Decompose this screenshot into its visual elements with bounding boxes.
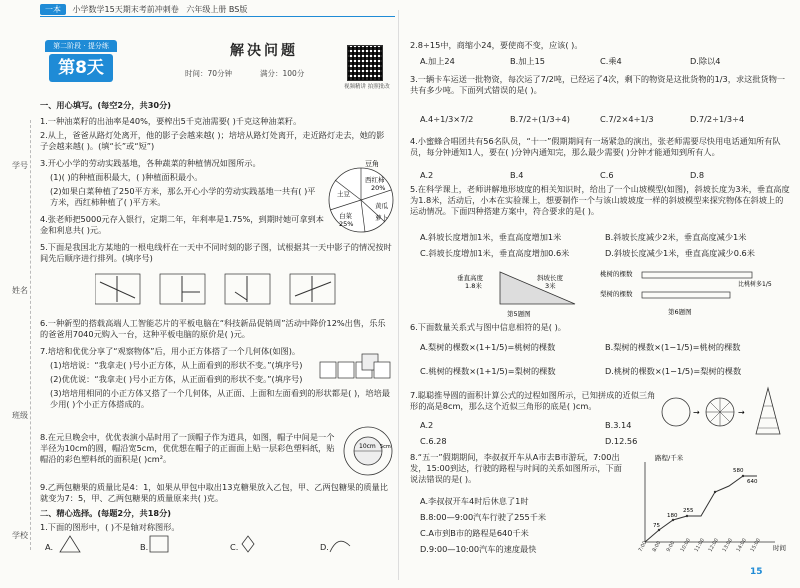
- rq2-opt-b[interactable]: B.加上15: [510, 56, 546, 66]
- shape-d: [330, 541, 350, 552]
- hat-figure: [342, 425, 394, 477]
- chart-ylabel: 路程/千米: [655, 454, 684, 462]
- q7-part2: (2)优优说：“我拿走( )号小正方体，从正面看到的形状不变。”(填序号): [50, 374, 303, 384]
- q7-part1: (1)培培说：“我拿走( )号小正方体，从上面看到的形状不变。”(填序号): [50, 360, 303, 370]
- slope-figure: [455, 266, 595, 318]
- rq2-opt-d[interactable]: D.除以4: [690, 56, 721, 66]
- section-choice-title: 二、精心选择。(每题2分，共18分): [40, 508, 172, 518]
- pie-value-cabbage: 25%: [339, 220, 354, 228]
- margin-label-name: 姓名: [12, 286, 28, 295]
- qr-code[interactable]: [347, 45, 383, 81]
- q7-fill: 7.培培和优优分享了“观察物体”后，用小正方体搭了一个几何体(如图)。: [40, 346, 301, 356]
- xtick-1500: 15:00: [749, 537, 762, 553]
- xtick-700: 7:00: [637, 540, 649, 553]
- rq3-opt-d[interactable]: D.7/2÷1/3÷4: [690, 114, 745, 124]
- shadow-box-3: [225, 274, 270, 304]
- series-title: 小学数学15天期末考前冲刺卷: [72, 5, 179, 14]
- choice-q1-opt-b[interactable]: B.: [140, 542, 149, 552]
- rq4-opt-a[interactable]: A.2: [420, 170, 434, 180]
- shadow-box-4: [290, 274, 335, 304]
- pie-label-potato: 土豆: [337, 190, 350, 198]
- fig6-note: 比桃树多1/5: [738, 281, 772, 288]
- distance-time-chart: [625, 452, 795, 562]
- rq6-opt-d[interactable]: D.桃树的棵数×(1−1/5)=梨树的棵数: [605, 366, 742, 376]
- rq4-opt-d[interactable]: D.8: [690, 170, 705, 180]
- brand-tag: 一本: [40, 4, 66, 15]
- slope-height-label: 垂直高度: [457, 274, 483, 282]
- xtick-900: 9:00: [665, 540, 677, 553]
- route-points: [658, 475, 744, 531]
- q6-fill: 6.一种新型的搭载高端人工智能芯片的平板电脑在“科技新品促销周”活动中降价12%出售，乐乐的爸爸用7040元购入一台，这种平板电脑的原价是( )元。: [40, 318, 386, 339]
- pie-label-cabbage: 白菜: [339, 212, 352, 220]
- rq8-opt-a[interactable]: A.李叔叔开车4时后休息了1时: [420, 496, 529, 506]
- q3-fill: 3.开心小学的劳动实践基地，各种蔬菜的种植情况如图所示。: [40, 158, 261, 168]
- choice-q1: 1.下面的图形中，( )不是轴对称图形。: [40, 522, 180, 532]
- peach-label: 桃树的棵数: [600, 270, 633, 278]
- fig5-caption: 第5题图: [507, 310, 531, 318]
- hat-brim-label: 5cm: [380, 444, 391, 450]
- pie-label-beans: 豆角: [365, 160, 379, 168]
- q4-fill: 4.张老师把5000元存入银行，定期二年，年利率是1.75%，到期时她可拿到本金和利息共( )元。: [40, 214, 324, 235]
- rq7-opt-d[interactable]: D.12.56: [605, 436, 638, 446]
- rq6-opt-b[interactable]: B.梨树的棵数×(1−1/5)=桃树的棵数: [605, 342, 741, 352]
- choice-q1-opt-d[interactable]: D.: [320, 542, 329, 552]
- hat-radius-label: 10cm: [359, 443, 376, 450]
- circle-area-figure: [660, 386, 790, 438]
- time-limit: 时间：70分钟: [185, 69, 233, 78]
- rq2-opt-a[interactable]: A.加上24: [420, 56, 455, 66]
- point-180: 180: [667, 513, 678, 519]
- page-number: 15: [750, 567, 763, 577]
- rq6-opt-a[interactable]: A.梨树的棵数×(1+1/5)=桃树的棵数: [420, 342, 556, 352]
- cube-figure: [318, 352, 392, 382]
- xtick-800: 8:00: [651, 540, 663, 553]
- header-rule: [40, 16, 395, 17]
- rq3-opt-c[interactable]: C.7/2×4÷1/3: [600, 114, 654, 124]
- rq8-opt-d[interactable]: D.9:00—10:00汽车的速度最快: [420, 544, 537, 554]
- shape-c: [242, 536, 254, 552]
- page-title: 解决问题: [230, 43, 298, 59]
- rq3-opt-a[interactable]: A.4÷1/3×7/2: [420, 114, 474, 124]
- page-divider: [398, 10, 399, 580]
- choice-q1-opt-c[interactable]: C.: [230, 542, 239, 552]
- shadow-figures: [95, 270, 375, 310]
- rq7-opt-c[interactable]: C.6.28: [420, 436, 447, 446]
- rq8-opt-c[interactable]: C.A市到B市的路程是640千米: [420, 528, 529, 538]
- rq6-opt-c[interactable]: C.桃树的棵数×(1+1/5)=梨树的棵数: [420, 366, 556, 376]
- pie-label-cucumber: 黄瓜: [375, 202, 388, 210]
- chart-xlabel: 时间: [773, 544, 786, 552]
- q1-fill: 1.一种油菜籽的出油率是40%，要榨出5千克油需要( )千克这种油菜籽。: [40, 116, 302, 126]
- day-label: 第8天: [49, 54, 113, 82]
- shape-b: [150, 536, 168, 552]
- q8-fill: 8.在元旦晚会中，优优表演小品时用了一顶帽子作为道具，如图，帽子中间是一个半径为10cm的圆，帽沿宽5cm，优优想在帽子的正面面上贴一层彩色塑料纸，贴帽沿的彩色塑料纸的面积是( )cm²。: [40, 432, 335, 464]
- rq5-opt-d[interactable]: D.斜坡长度减少1米，垂直高度减少0.6米: [605, 248, 755, 258]
- q7-part3: (3)培培用相同的小正方体又搭了一个几何体，从正面、上面和左面看到的形状都是( )，培培最少用( )个小正方体搭成的。: [50, 388, 390, 409]
- symmetry-shapes: [58, 534, 378, 556]
- rq5: 5.在科学课上，老师讲解地形坡度的相关知识时，给出了一个山坡模型(如图)，斜坡长度为3米，垂直高度为1.8米，活动后，小本在实验课上，想要制作一个与该山坡坡度一样的斜坡模型来探究物体在斜坡上的运动情况。下面四种搭建方案中，符合要求的是( )。: [410, 184, 790, 216]
- page-header: [40, 4, 247, 15]
- rq3: 3.一辆卡车运送一批物资，每次运了7/2吨，已经运了4次，剩下的物资是这批货物的1/3，求这批货物一共有多少吨。下面列式错误的是( )。: [410, 74, 786, 95]
- xtick-1400: 14:00: [735, 537, 748, 553]
- point-580: 580: [733, 468, 744, 474]
- shadow-box-2: [160, 274, 205, 304]
- route-line: [645, 476, 757, 542]
- qr-label: 视频精讲 拍照批改: [344, 84, 390, 90]
- q5-fill: 5.下面是我国北方某地的一根电线杆在一天中不同时刻的影子图，试根据其一天中影子的情况按时间先后顺序进行排列。(填序号): [40, 242, 392, 263]
- svg-text:→: →: [693, 408, 700, 417]
- day-badge: [45, 40, 117, 86]
- rq2-opt-c[interactable]: C.乘4: [600, 56, 622, 66]
- tree-bar-figure: [600, 266, 790, 318]
- pie-value-tomato: 20%: [371, 184, 386, 192]
- xtick-1000: 10:00: [679, 537, 692, 553]
- rq5-opt-c[interactable]: C.斜坡长度增加1米，垂直高度增加0.6米: [420, 248, 570, 258]
- svg-text:1.8米: 1.8米: [465, 282, 482, 290]
- xtick-1300: 13:00: [721, 537, 734, 553]
- rq8: 8.“五一”假期期间，李叔叔开车从A市去B市游玩，7:00出发，15:00到达，行驶的路程与时间的关系如图所示，下面说法错误的是( )。: [410, 452, 622, 484]
- svg-text:3米: 3米: [545, 282, 556, 290]
- point-640: 640: [747, 479, 758, 485]
- rq4: 4.小蜜蜂合唱团共有56名队员，“十一”假期期间有一场紧急的演出，张老师需要尽快用电话通知所有队员，每分钟通知1人，要在( )分钟内通知完，那么最少需要( )分钟才能通知到所有人。: [410, 136, 781, 157]
- pie-label-tomato: 西红柿: [365, 176, 385, 184]
- vegetable-pie-chart: [325, 160, 397, 236]
- binding-line: [30, 120, 31, 550]
- rq2: 2.8÷15中，商缩小24，要使商不变，应该( )。: [410, 40, 583, 50]
- margin-label-class: 班级: [12, 411, 28, 420]
- point-75: 75: [653, 523, 660, 529]
- rq5-opt-b[interactable]: B.斜坡长度减少2米，垂直高度减少1米: [605, 232, 747, 242]
- slope-length-label: 斜坡长度: [537, 274, 563, 282]
- full-score: 满分：100分: [260, 69, 305, 78]
- margin-label-school: 学校: [12, 531, 28, 540]
- rq8-opt-b[interactable]: B.8:00—9:00汽车行驶了255千米: [420, 512, 547, 522]
- rq3-opt-b[interactable]: B.7/2÷(1/3÷4): [510, 114, 570, 124]
- q9-fill: 9.乙两包糖果的质量比是4：1，如果从甲包中取出13克糖果放入乙包，甲、乙两包糖果的质量比就变为7：5，甲、乙两包糖果的质量原来共( )克。: [40, 482, 388, 503]
- choice-q1-opt-a[interactable]: A.: [45, 542, 54, 552]
- rq7-opt-b[interactable]: B.3.14: [605, 420, 632, 430]
- q3-part2: (2)如果白菜种植了250平方米，那么开心小学的劳动实践基地一共有( )平方米，西红柿种植了( )平方米。: [50, 186, 316, 207]
- phase-label: 第二阶段 · 提分练: [45, 40, 117, 52]
- margin-label-id: 学号: [12, 161, 28, 170]
- section-fill-title: 一、用心填写。(每空2分，共30分): [40, 100, 172, 110]
- rq4-opt-c[interactable]: C.6: [600, 170, 614, 180]
- rq7-opt-a[interactable]: A.2: [420, 420, 434, 430]
- rq7: 7.聪聪推导圆的面积计算公式的过程如图所示，已知拼成的近似三角形的高是8cm，那么这个近似三角形的底是( )cm。: [410, 390, 656, 411]
- grade-label: 六年级上册 BS版: [186, 5, 248, 14]
- shape-a: [60, 536, 80, 552]
- xtick-1100: 11:00: [693, 537, 706, 553]
- shadow-box-1: [95, 274, 140, 304]
- q2-fill: 2.从上，爸爸从路灯处离开，他的影子会越来越( )；培培从路灯处离开，走近路灯走去，她的影子会越来越( )。(填“长”或“短”): [40, 130, 385, 151]
- svg-text:→: →: [738, 408, 745, 417]
- xtick-1200: 12:00: [707, 537, 720, 553]
- pie-label-radish: 萝卜: [375, 214, 388, 222]
- pear-label: 梨树的棵数: [600, 290, 633, 298]
- rq6: 6.下面数量关系式与图中信息相符的是( )。: [410, 322, 566, 332]
- rq4-opt-b[interactable]: B.4: [510, 170, 524, 180]
- q3-part1: (1)( )的种植面积最大，( )种植面积最小。: [50, 172, 203, 182]
- rq5-opt-a[interactable]: A.斜坡长度增加1米，垂直高度增加1米: [420, 232, 562, 242]
- point-255: 255: [683, 508, 694, 514]
- fig6-caption: 第6题图: [668, 308, 692, 316]
